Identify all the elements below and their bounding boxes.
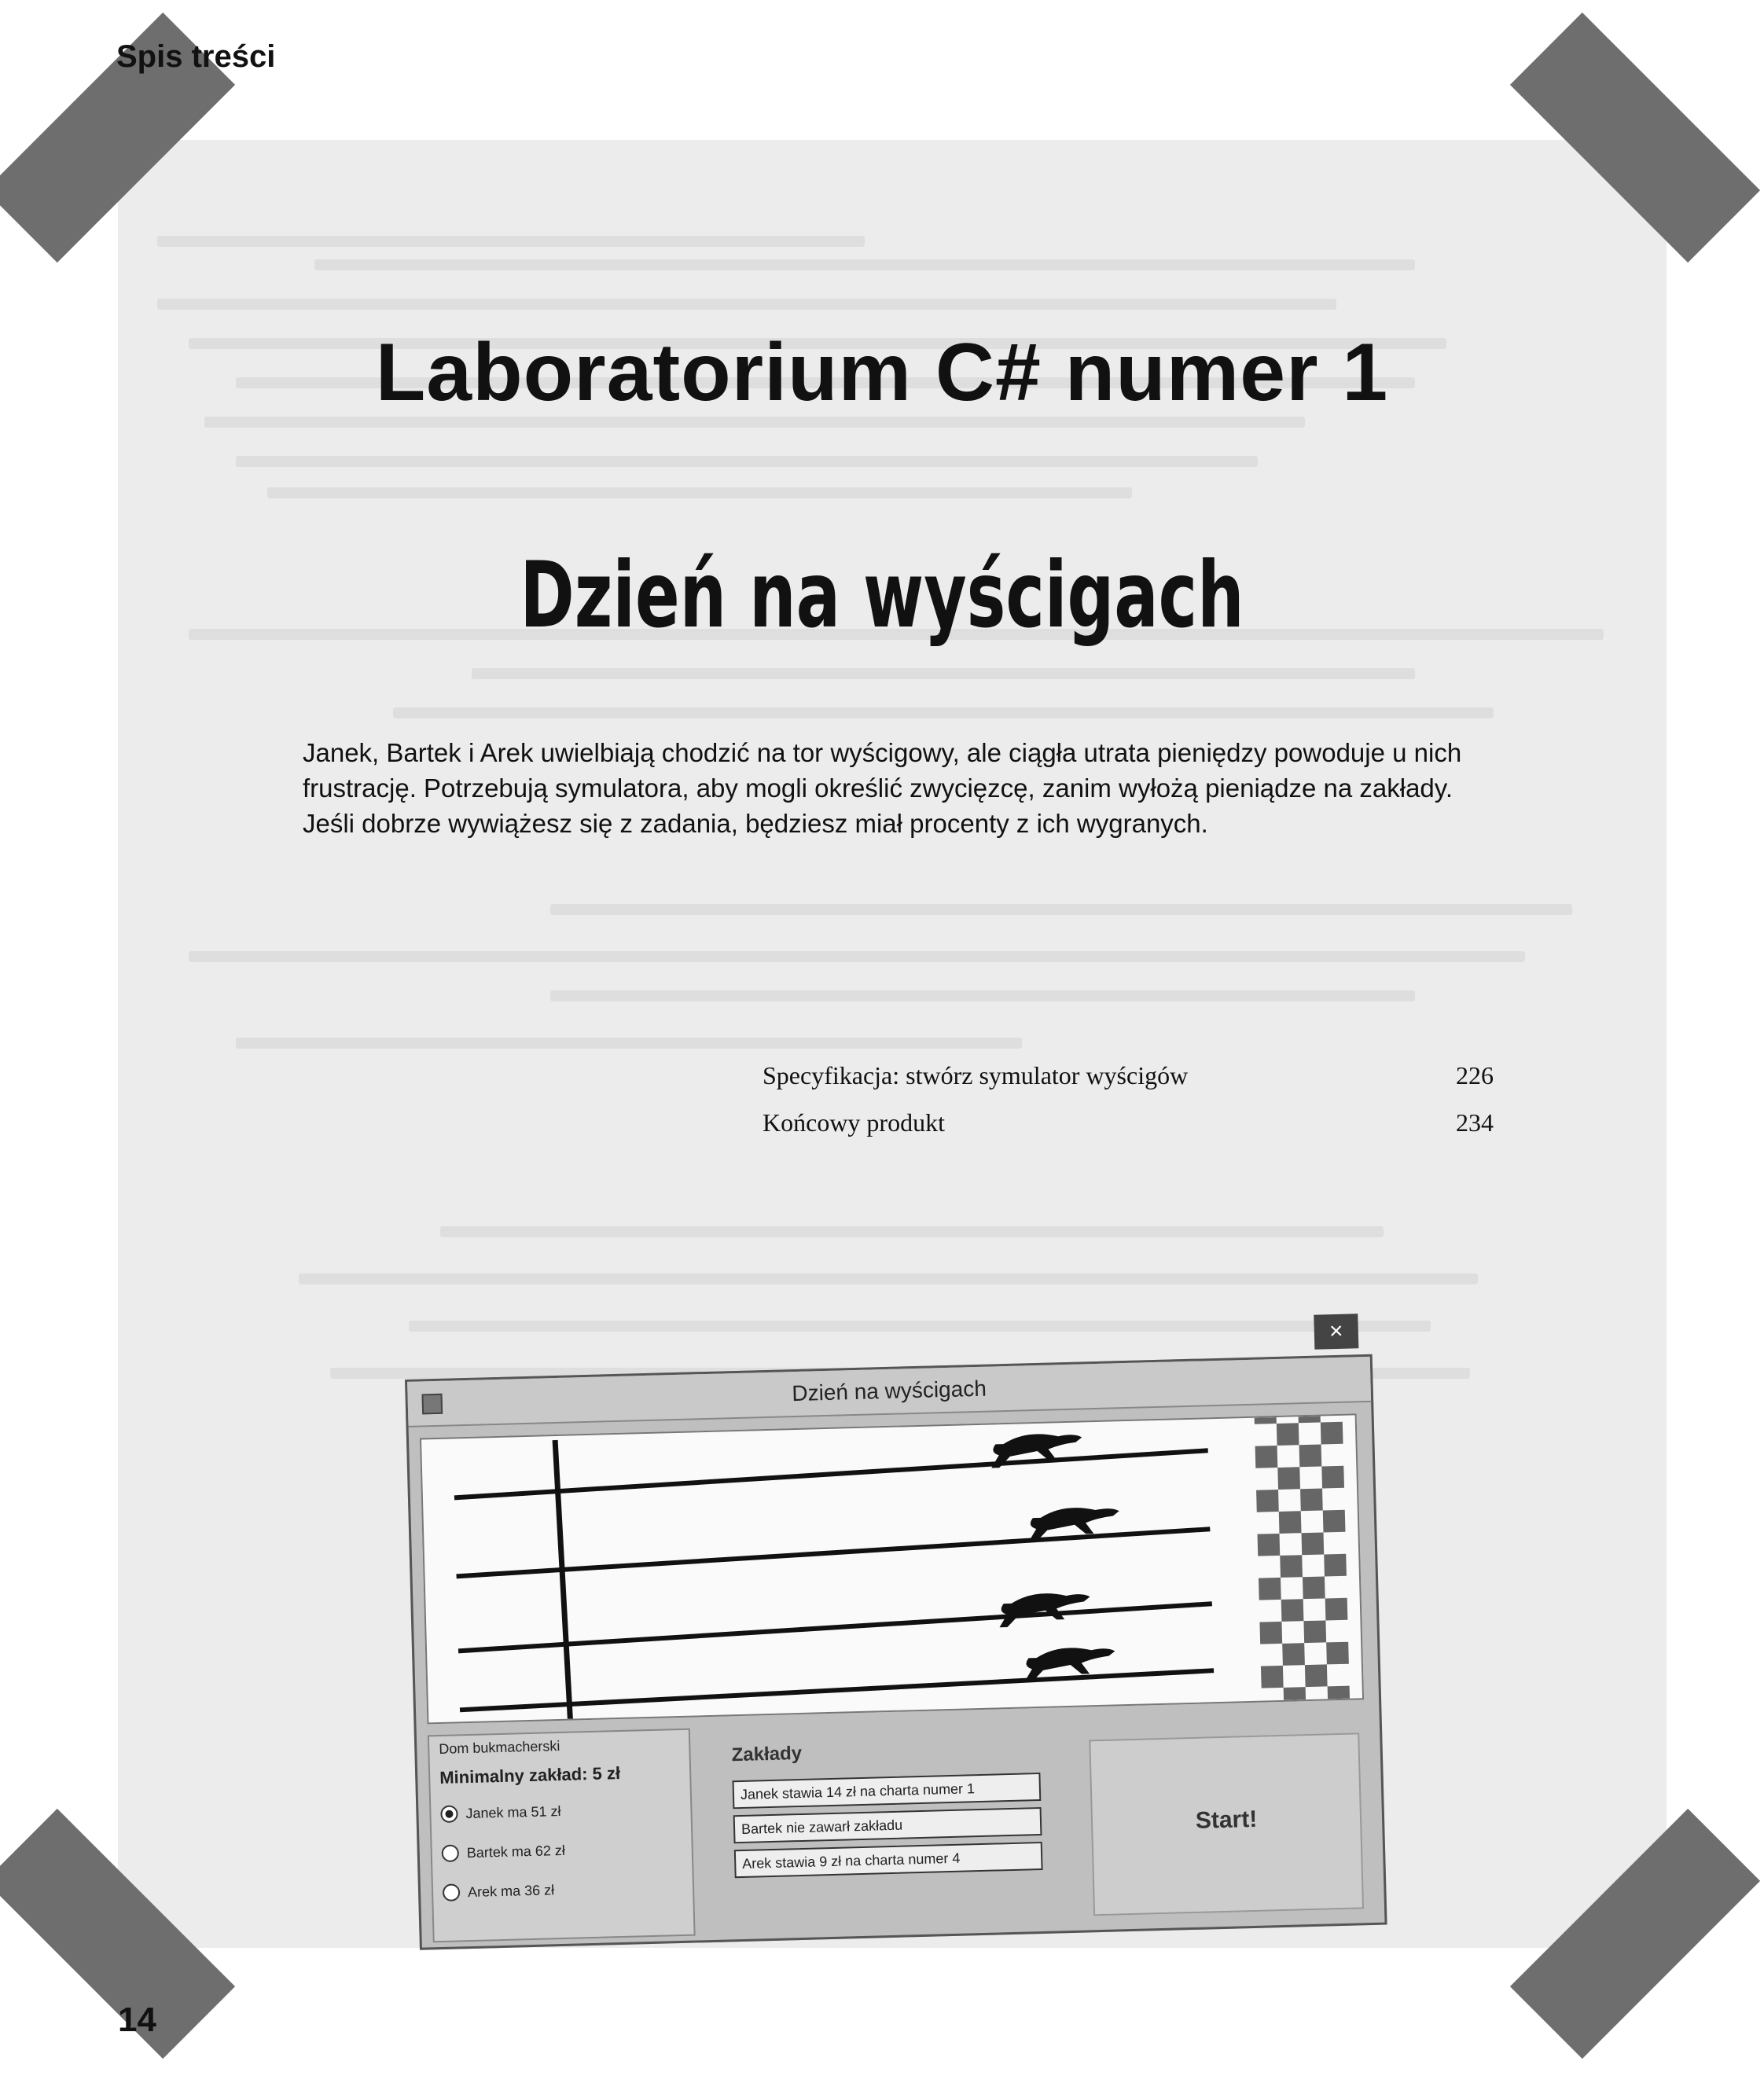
checker-square [1261, 1666, 1284, 1688]
checker-square [1256, 1490, 1279, 1512]
faded-text-line [550, 990, 1415, 1001]
checker-square [1321, 1466, 1344, 1489]
checker-square [1299, 1445, 1322, 1468]
bettor-label: Bartek ma 62 zł [466, 1842, 566, 1861]
bettor-radio-arek[interactable] [443, 1881, 555, 1901]
lane-line [454, 1450, 1209, 1497]
checker-square [1281, 1599, 1304, 1622]
lane-line [459, 1670, 1214, 1710]
chapter-title: Dzień na wyścigach [520, 542, 1244, 649]
app-window-screenshot [405, 1317, 1387, 1950]
faded-text-line [299, 1273, 1478, 1284]
window-title: Dzień na wyścigach [791, 1376, 987, 1406]
radio-button[interactable] [443, 1883, 461, 1901]
checker-square [1282, 1643, 1305, 1666]
bettor-label: Arek ma 36 zł [467, 1881, 555, 1900]
bettor-radio-bartek[interactable] [442, 1842, 566, 1862]
bet-entry-arek: Arek stawia 9 zł na charta numer 4 [734, 1842, 1043, 1878]
faded-text-line [189, 951, 1525, 962]
toc-row [763, 1061, 1494, 1108]
close-icon[interactable]: × [1314, 1314, 1358, 1349]
checker-square [1302, 1532, 1325, 1555]
radio-button[interactable] [442, 1844, 460, 1862]
checker-square [1325, 1598, 1348, 1621]
checker-square [1300, 1488, 1323, 1511]
race-track-drawing [421, 1415, 1362, 1722]
faded-text-line [314, 259, 1415, 270]
checker-square [1305, 1664, 1328, 1687]
checker-square [1258, 1534, 1281, 1556]
checker-square [1324, 1554, 1347, 1577]
start-panel [1089, 1732, 1364, 1916]
bookmaker-groupbox [428, 1729, 696, 1943]
checker-square [1303, 1620, 1326, 1643]
checker-square [1298, 1415, 1321, 1423]
lane-line [458, 1604, 1213, 1651]
start-line [555, 1440, 570, 1719]
bookmaker-legend: Dom bukmacherski [439, 1737, 560, 1758]
checker-square [1284, 1687, 1306, 1710]
faded-text-line [267, 487, 1132, 498]
checker-square [1321, 1422, 1343, 1445]
lane-line [456, 1529, 1211, 1576]
checker-square [1259, 1578, 1281, 1600]
faded-text-line [236, 456, 1258, 467]
checker-square [1259, 1622, 1282, 1644]
toc-page: 226 [1456, 1061, 1494, 1089]
toc-label: Końcowy produkt [763, 1108, 945, 1137]
faded-text-line [157, 299, 1336, 310]
finish-line-checkered [1254, 1415, 1350, 1710]
faded-text-line [157, 236, 865, 247]
bet-entry-bartek: Bartek nie zawarł zakładu [733, 1807, 1042, 1843]
checker-square [1280, 1555, 1303, 1578]
lab-title: Laboratorium C# numer 1 [375, 327, 1389, 418]
page-number: 14 [118, 2001, 156, 2039]
race-track [420, 1413, 1364, 1724]
bets-label: Zakłady [731, 1742, 803, 1766]
table-of-contents [763, 1061, 1494, 1156]
toc-label: Specyfikacja: stwórz symulator wyścigów [763, 1061, 1189, 1089]
intro-paragraph: Janek, Bartek i Arek uwielbiają chodzić na tor wyścigowy, ale ciągła utrata pieniędzy powoduje u nich frustrację. Potrzebują symulatora, aby mogli określić zwycięzcę, zanim wyłożą pieniądze na zakłady. Jeśli dobrze wywiążesz się z zadania, będziesz miał procenty z ich wygranych. [303, 738, 1462, 838]
faded-text-line [472, 668, 1415, 679]
checker-square [1303, 1576, 1325, 1599]
toc-page: 234 [1456, 1108, 1494, 1137]
checker-square [1254, 1415, 1277, 1424]
section-header: Spis treści [116, 39, 276, 74]
checker-square [1277, 1423, 1299, 1446]
checker-square [1328, 1686, 1351, 1709]
faded-text-line [393, 707, 1494, 718]
faded-text-line [409, 1321, 1431, 1332]
checker-square [1255, 1446, 1278, 1468]
checker-square [1279, 1511, 1302, 1534]
faded-text-line [236, 1038, 1022, 1049]
start-button[interactable]: Start! [1195, 1806, 1258, 1834]
faded-text-line [550, 904, 1572, 915]
bet-entry-janek: Janek stawia 14 zł na charta numer 1 [733, 1773, 1042, 1809]
toc-row [763, 1108, 1494, 1156]
checker-square [1326, 1642, 1349, 1665]
faded-text-line [440, 1226, 1384, 1237]
bettor-radio-janek[interactable] [440, 1802, 561, 1823]
minimum-bet-label: Minimalny zakład: 5 zł [439, 1763, 621, 1788]
bettor-label: Janek ma 51 zł [465, 1802, 561, 1821]
radio-button[interactable] [440, 1805, 458, 1823]
checker-square [1277, 1467, 1300, 1490]
checker-square [1323, 1510, 1346, 1533]
